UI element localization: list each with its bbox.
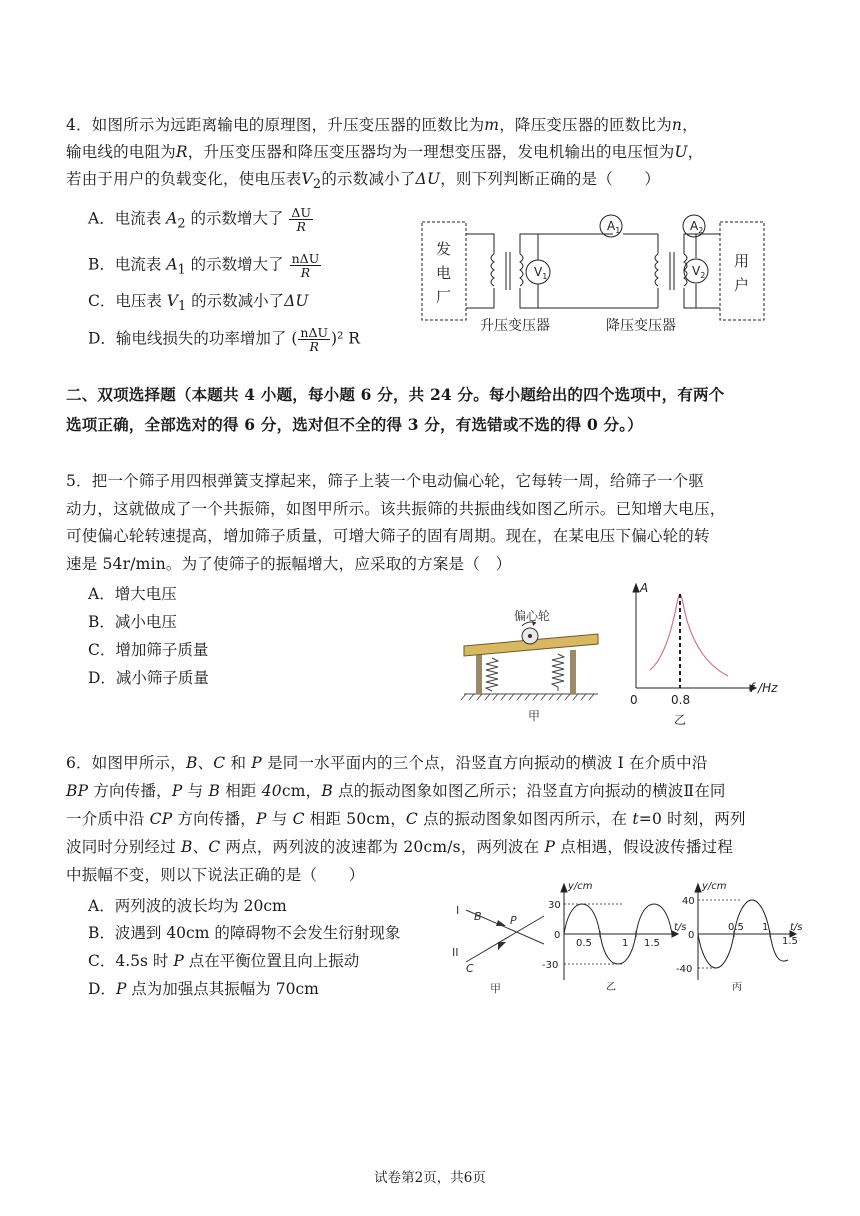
figure-caption: 乙 bbox=[674, 713, 687, 727]
q5-option-c[interactable] bbox=[88, 639, 208, 661]
fraction bbox=[289, 206, 313, 233]
q6-option-c[interactable] bbox=[88, 950, 359, 972]
q6-var: BP bbox=[66, 782, 89, 800]
option-text: C．4.5s 时 bbox=[88, 952, 174, 970]
option-sym: A bbox=[166, 255, 178, 274]
stepup-label: 升压变压器 bbox=[480, 318, 550, 334]
q6-chart-B bbox=[540, 880, 696, 992]
q6-var: B bbox=[208, 782, 221, 800]
q6-text: 、 bbox=[192, 838, 209, 856]
q6-text: 相距 50cm， bbox=[304, 810, 406, 828]
stepup-primary-coil bbox=[491, 254, 494, 286]
q5-text: 速是 54r/min。为了使筛子的振幅增大，应采取的方案是（ ） bbox=[66, 554, 512, 573]
q6-var: P bbox=[251, 754, 262, 772]
stepup-secondary-coil bbox=[520, 254, 523, 286]
figure-caption: 甲 bbox=[528, 709, 541, 723]
q6-text: 和 bbox=[225, 754, 252, 772]
point-B-label: B bbox=[474, 910, 482, 923]
option-text: B．减小电压 bbox=[88, 613, 177, 631]
option-label: D．输电线损失的功率增加了 ( bbox=[88, 329, 298, 348]
q4-sub: 2 bbox=[312, 177, 322, 193]
page-footer: 试卷第2页，共6页 bbox=[374, 1170, 486, 1186]
q6-text: 点的振动图象如图乙所示；沿竖直方向振动的横波Ⅱ在同 bbox=[332, 782, 726, 800]
q6-var: P bbox=[171, 782, 183, 800]
q6-option-b[interactable] bbox=[88, 922, 400, 944]
q4-var-m: m bbox=[484, 116, 500, 134]
y-tick-label: 40 bbox=[682, 896, 695, 907]
x-axis-label: t/s bbox=[674, 922, 687, 933]
q5-option-b[interactable] bbox=[88, 611, 177, 633]
q4-option-c[interactable] bbox=[88, 290, 308, 318]
point-P-label: P bbox=[510, 914, 517, 927]
option-sym: A bbox=[166, 209, 178, 228]
q6-var: C bbox=[213, 754, 226, 772]
option-text: 的示数增大了 bbox=[185, 209, 284, 228]
user-char: 用 bbox=[734, 252, 750, 270]
q6-var: P bbox=[544, 838, 556, 856]
q6-option-a[interactable] bbox=[88, 895, 287, 917]
q5-text: 5．把一个筛子用四根弹簧支撑起来，筛子上装一个电动偏心轮，它每转一周，给筛子一个驱 bbox=[66, 472, 705, 490]
y-axis-label: A bbox=[640, 581, 649, 595]
q6-text: 两点，两列波的波速都为 20cm/s，两列波在 bbox=[220, 838, 545, 856]
option-sub: 2 bbox=[177, 216, 186, 232]
user-char: 户 bbox=[734, 276, 750, 294]
option-tail: ΔU bbox=[284, 292, 309, 310]
q6-var: 40 bbox=[261, 782, 282, 800]
q6-var: B bbox=[181, 838, 193, 856]
q5-option-a[interactable] bbox=[88, 583, 177, 605]
origin-label: 0 bbox=[688, 930, 695, 941]
figure-caption: 甲 bbox=[490, 982, 501, 994]
figure-caption: 乙 bbox=[606, 982, 616, 992]
x-tick-label: 1.5 bbox=[644, 938, 660, 949]
option-var: P bbox=[115, 980, 127, 998]
section2-heading bbox=[66, 380, 806, 440]
q4-text: ， bbox=[682, 116, 698, 134]
q4-number: 4． bbox=[66, 116, 92, 134]
option-tail: )² R bbox=[331, 329, 360, 348]
fraction-denominator: R bbox=[300, 265, 311, 280]
v2-label: $V_2$ bbox=[692, 264, 706, 280]
resonance-curve bbox=[650, 594, 728, 676]
y-axis-label: y/cm bbox=[568, 881, 593, 892]
q6-var: t bbox=[632, 810, 639, 828]
x-tick-label: 1 bbox=[622, 938, 629, 949]
fraction-denominator: R bbox=[296, 219, 306, 234]
x-tick-label: 0.5 bbox=[576, 938, 592, 949]
q6-var: B bbox=[321, 782, 333, 800]
x-tick-label: 1.5 bbox=[782, 936, 798, 947]
q6-text: 波同时分别经过 bbox=[66, 838, 182, 856]
generator-char: 厂 bbox=[436, 288, 452, 306]
v1-label: $V_1$ bbox=[534, 265, 548, 281]
q4-var-R: R bbox=[175, 143, 188, 161]
x-tick-label: 1 bbox=[762, 922, 769, 933]
q6-stem bbox=[66, 749, 806, 889]
option-sym: V bbox=[166, 292, 178, 310]
a1-label: $A_1$ bbox=[607, 219, 621, 235]
figure-caption: 丙 bbox=[732, 982, 742, 992]
q6-text: 、 bbox=[197, 754, 214, 772]
q4-var-n: n bbox=[671, 116, 683, 134]
q4-option-b[interactable] bbox=[88, 252, 322, 282]
spring-left bbox=[486, 658, 498, 691]
q4-transmission-diagram bbox=[418, 208, 788, 336]
q5-option-d[interactable] bbox=[88, 667, 209, 689]
q6-text: 是同一水平面内的三个点，沿竖直方向振动的横波 I 在介质中沿 bbox=[261, 754, 708, 772]
sieve-leg-right bbox=[570, 650, 576, 694]
x-tick-label: 0.5 bbox=[728, 922, 744, 933]
option-label: C．电压表 bbox=[88, 292, 167, 310]
x-axis-label: f /Hz bbox=[750, 681, 778, 695]
fraction-numerator: nΔU bbox=[300, 325, 329, 340]
fraction bbox=[290, 252, 322, 279]
q4-text: 的示数减小了 bbox=[321, 170, 416, 188]
section2-line: 选项正确，全部选对的得 6 分，选对但不全的得 3 分，有选错或不选的得 0 分。） bbox=[66, 415, 643, 434]
fraction-denominator: R bbox=[309, 339, 319, 354]
origin-label: 0 bbox=[630, 693, 638, 707]
q4-option-a[interactable] bbox=[88, 206, 314, 236]
fraction bbox=[298, 326, 330, 353]
q5-sieve-figure bbox=[458, 606, 608, 726]
q4-text: ， bbox=[687, 143, 704, 161]
stepdown-label: 降压变压器 bbox=[606, 318, 676, 334]
x-axis-label: t/s bbox=[790, 922, 803, 933]
q4-var-dU: ΔU bbox=[415, 170, 441, 188]
option-text: C．增加筛子质量 bbox=[88, 641, 209, 659]
q4-var-V: V bbox=[301, 170, 313, 188]
q4-text: 输电线的电阻为 bbox=[66, 143, 176, 161]
q4-stem bbox=[66, 112, 806, 198]
option-text: 的示数增大了 bbox=[185, 255, 284, 274]
option-label: A．电流表 bbox=[88, 209, 167, 228]
q4-text: 若由于用户的负载变化，使电压表 bbox=[66, 170, 302, 188]
q6-var: C bbox=[405, 810, 418, 828]
option-sub: 1 bbox=[178, 299, 187, 315]
option-text: 点为加强点其振幅为 70cm bbox=[126, 980, 319, 998]
wave-II-label: II bbox=[452, 946, 459, 959]
q4-text: 如图所示为远距离输电的原理图，升压变压器的匝数比为 bbox=[91, 116, 485, 134]
q4-text: ，降压变压器的匝数比为 bbox=[499, 116, 672, 134]
q6-text: 点的振动图象如图丙所示，在 bbox=[417, 810, 633, 828]
q4-option-d[interactable] bbox=[88, 326, 360, 353]
q6-var: B bbox=[185, 754, 198, 772]
q6-text: 方向传播， bbox=[88, 782, 172, 800]
y-tick-label: 30 bbox=[548, 900, 561, 911]
q5-resonance-chart bbox=[624, 578, 794, 728]
q6-var: CP bbox=[149, 810, 173, 828]
option-text: 的示数减小了 bbox=[186, 292, 285, 310]
q6-text: =0 时刻，两列 bbox=[638, 810, 746, 828]
point-C-label: C bbox=[466, 962, 474, 975]
y-tick-label: -30 bbox=[542, 960, 559, 971]
a2-label: $A_2$ bbox=[690, 219, 704, 235]
option-text: B．波遇到 40cm 的障碍物不会发生衍射现象 bbox=[88, 924, 401, 942]
section2-line: 二、双项选择题（本题共 4 小题，每小题 6 分，共 24 分。每小题给出的四个选项中，有两个 bbox=[66, 385, 725, 404]
option-text: D．减小筛子质量 bbox=[88, 669, 209, 687]
generator-char: 发 bbox=[436, 240, 452, 258]
q5-text: 可使偏心轮转速提高，增加筛子质量，可增大筛子的固有周期。现在，在某电压下偏心轮的转 bbox=[66, 527, 710, 545]
y-axis-label: y/cm bbox=[702, 881, 727, 892]
q5-text: 动力，这就做成了一个共振筛，如图甲所示。该共振筛的共振曲线如图乙所示。已知增大电压， bbox=[66, 499, 726, 518]
q6-option-d[interactable] bbox=[88, 978, 319, 1000]
generator-char: 电 bbox=[436, 264, 452, 282]
option-text: D． bbox=[88, 980, 116, 998]
option-text: 点在平衡位置且向上振动 bbox=[183, 952, 360, 970]
y-tick-label: -40 bbox=[676, 964, 693, 975]
stepdown-primary-coil bbox=[655, 254, 658, 286]
q6-text: cm， bbox=[281, 782, 322, 800]
sieve-leg-left bbox=[476, 654, 482, 694]
fraction-numerator: nΔU bbox=[291, 251, 320, 266]
x-tick-label: 0.8 bbox=[671, 693, 691, 707]
user-box bbox=[720, 222, 764, 320]
q6-var: C bbox=[292, 810, 305, 828]
q6-var: P bbox=[255, 810, 267, 828]
spring-right bbox=[552, 654, 564, 691]
option-text: A．增大电压 bbox=[88, 585, 177, 603]
q6-text: 点相遇，假设波传播过程 bbox=[555, 838, 733, 856]
q6-var: C bbox=[208, 838, 221, 856]
q6-text: 中振幅不变，则以下说法正确的是（ ） bbox=[66, 866, 365, 884]
fraction-numerator: ΔU bbox=[291, 205, 311, 220]
option-label: B．电流表 bbox=[88, 255, 167, 274]
q4-text: ，升压变压器和降压变压器均为一理想变压器，发电机输出的电压恒为 bbox=[187, 143, 675, 161]
q5-stem bbox=[66, 468, 806, 578]
q6-text: 6．如图甲所示， bbox=[66, 754, 186, 772]
q6-text: 方向传播， bbox=[172, 810, 256, 828]
q6-text: 与 bbox=[182, 782, 209, 800]
q4-var-U: U bbox=[674, 143, 688, 161]
q6-text: 相距 bbox=[220, 782, 262, 800]
option-var: P bbox=[173, 952, 184, 970]
option-sub: 1 bbox=[177, 262, 186, 278]
q4-text: ，则下列判断正确的是（ ） bbox=[440, 170, 661, 188]
origin-label: 0 bbox=[554, 930, 561, 941]
q6-text: 与 bbox=[266, 810, 293, 828]
option-text: A．两列波的波长均为 20cm bbox=[88, 897, 287, 915]
wave-I-label: I bbox=[456, 904, 460, 917]
wheel-label: 偏心轮 bbox=[514, 609, 551, 623]
q6-text: 一介质中沿 bbox=[66, 810, 150, 828]
q6-chart-C bbox=[676, 880, 816, 992]
